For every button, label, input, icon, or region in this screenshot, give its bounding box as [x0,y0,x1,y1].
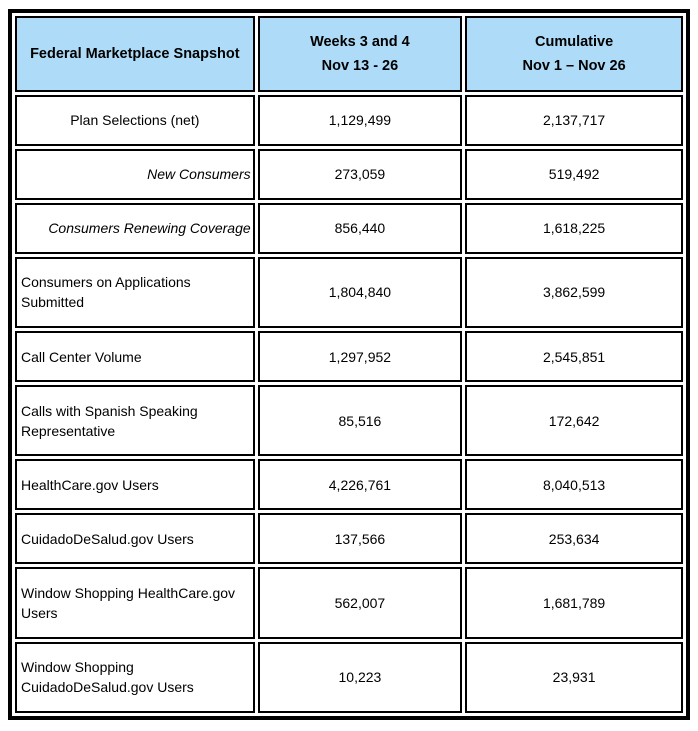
table-row [15,203,683,254]
row-weeks-value: 1,129,499 [258,95,463,146]
row-cumulative-value: 8,040,513 [465,459,683,510]
table-row [15,257,683,328]
row-cumulative-value: 2,137,717 [465,95,683,146]
table-row [15,459,683,510]
row-weeks-value: 273,059 [258,149,463,200]
row-cumulative-value: 23,931 [465,642,683,713]
header-weeks-line1: Weeks 3 and 4 [310,34,410,50]
header-row [15,16,683,92]
row-weeks-value: 85,516 [258,385,463,456]
row-weeks-value: 856,440 [258,203,463,254]
snapshot-table-frame [8,9,690,720]
row-label: Window Shopping HealthCare.gov Users [15,567,255,638]
row-label: CuidadoDeSalud.gov Users [15,513,255,564]
row-label: New Consumers [15,149,255,200]
table-row [15,642,683,713]
row-label: Window Shopping CuidadoDeSalud.gov Users [15,642,255,713]
row-weeks-value: 562,007 [258,567,463,638]
row-weeks-value: 4,226,761 [258,459,463,510]
header-cell-metric: Federal Marketplace Snapshot [15,16,255,92]
row-label: Consumers Renewing Coverage [15,203,255,254]
row-cumulative-value: 1,681,789 [465,567,683,638]
table-row [15,567,683,638]
row-label: Consumers on Applications Submitted [15,257,255,328]
header-cell-cumulative [465,16,683,92]
table-row [15,149,683,200]
federal-marketplace-snapshot-table [12,13,686,716]
row-label: HealthCare.gov Users [15,459,255,510]
row-cumulative-value: 172,642 [465,385,683,456]
header-cumulative-line1: Cumulative [535,34,614,50]
table-row [15,513,683,564]
row-weeks-value: 10,223 [258,642,463,713]
row-weeks-value: 137,566 [258,513,463,564]
row-label: Plan Selections (net) [15,95,255,146]
row-cumulative-value: 519,492 [465,149,683,200]
row-weeks-value: 1,804,840 [258,257,463,328]
table-row [15,385,683,456]
header-cumulative-line2: Nov 1 – Nov 26 [522,58,626,74]
table-row [15,331,683,382]
row-weeks-value: 1,297,952 [258,331,463,382]
row-cumulative-value: 1,618,225 [465,203,683,254]
row-label: Call Center Volume [15,331,255,382]
table-row [15,95,683,146]
row-label: Calls with Spanish Speaking Representative [15,385,255,456]
row-cumulative-value: 2,545,851 [465,331,683,382]
header-cell-weeks [258,16,463,92]
row-cumulative-value: 253,634 [465,513,683,564]
row-cumulative-value: 3,862,599 [465,257,683,328]
header-weeks-line2: Nov 13 - 26 [321,58,399,74]
